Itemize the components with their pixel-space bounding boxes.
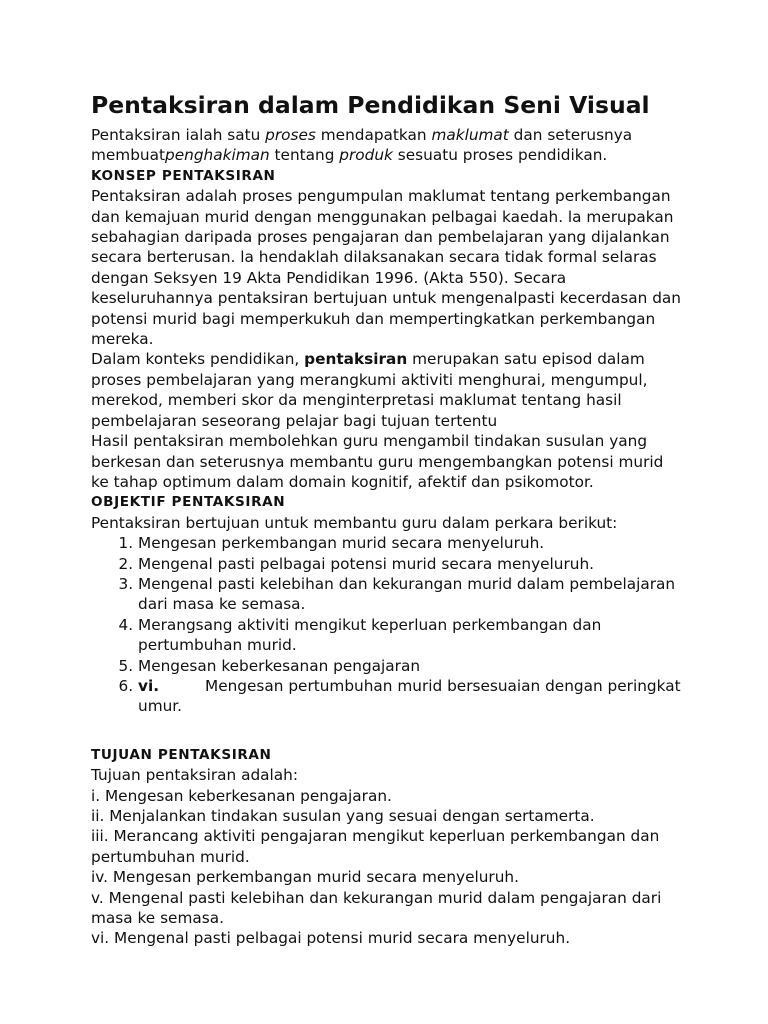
- intro-italic-penghakiman: penghakiman: [165, 146, 270, 165]
- list-item: 3. Mengenal pasti kelebihan dan kekurangan murid dalam pembelajaran dari masa ke semasa.: [138, 574, 691, 615]
- list-item: [138, 676, 691, 717]
- tujuan-item: iii. Merancang aktiviti pengajaran mengikut keperluan perkembangan dan pertumbuhan murid.: [91, 827, 660, 866]
- section-heading-objektif: OBJEKTIF PENTAKSIRAN: [91, 494, 286, 511]
- tujuan-item: v. Mengenal pasti kelebihan dan kekurangan murid dalam pengajaran dari masa ke semasa.: [91, 888, 662, 928]
- intro-italic-proses: proses: [265, 126, 316, 144]
- intro-text-2: mendapatkan: [315, 126, 432, 144]
- list-item: 4. Merangsang aktiviti mengikut keperluan perkembangan dan pertumbuhan murid.: [138, 615, 691, 656]
- document-body: [91, 90, 691, 949]
- konsep-para2-bold: pentaksiran: [304, 350, 408, 369]
- konsep-paragraph-3: Hasil pentaksiran membolehkan guru mengambil tindakan susulan yang berkesan dan seterusnya membantu guru mengembangkan potensi murid: [91, 432, 664, 471]
- intro-text-3: dan seterusnya membuat: [91, 126, 633, 165]
- tujuan-intro: Tujuan pentaksiran adalah:: [91, 766, 299, 785]
- list-item: 2. Mengenal pasti pelbagai potensi murid secara menyeluruh.: [138, 554, 691, 574]
- konsep-paragraph-2: [91, 349, 691, 431]
- tujuan-item: i. Mengesan keberkesanan pengajaran.: [91, 786, 392, 805]
- page-title: Pentaksiran dalam Pendidikan Seni Visual: [91, 91, 650, 119]
- intro-text-1: Pentaksiran ialah satu: [91, 126, 266, 144]
- tujuan-item: iv. Mengesan perkembangan murid secara menyeluruh.: [91, 868, 519, 887]
- intro-text-4: tentang: [269, 146, 340, 165]
- tujuan-item: vi. Mengenal pasti pelbagai potensi murid secara menyeluruh.: [91, 929, 571, 948]
- konsep-para2-pre: Dalam konteks pendidikan,: [91, 350, 305, 369]
- intro-text-5: sesuatu proses pendidikan.: [392, 146, 608, 165]
- list-item-roman: vi.: [138, 676, 160, 695]
- section-spacer: [91, 717, 691, 745]
- section-heading-tujuan: TUJUAN PENTAKSIRAN: [91, 746, 272, 763]
- konsep-para2-post: merupakan satu episod dalam proses pembelajaran yang merangkumi aktiviti menghurai, mengumpul, merekod, memberi skor da menginterpretasi maklumat tentang hasil pembelajaran seseorang pelajar bagi tujuan tertentu: [91, 350, 648, 430]
- section-heading-konsep: KONSEP PENTAKSIRAN: [91, 167, 276, 184]
- list-item-text: Mengesan pertumbuhan murid bersesuaian dengan peringkat umur.: [138, 676, 681, 716]
- list-item: 1. Mengesan perkembangan murid secara menyeluruh.: [138, 533, 691, 553]
- tujuan-item: ii. Menjalankan tindakan susulan yang sesuai dengan sertamerta.: [91, 807, 595, 825]
- konsep-paragraph-4: ke tahap optimum dalam domain kognitif, afektif dan psikomotor.: [91, 472, 594, 491]
- intro-italic-produk: produk: [339, 146, 393, 165]
- list-item: 5. Mengesan keberkesanan pengajaran: [138, 656, 691, 676]
- objektif-list: [91, 533, 691, 717]
- intro-italic-maklumat: maklumat: [431, 126, 509, 144]
- intro-paragraph: [91, 125, 691, 166]
- konsep-paragraph-1: Pentaksiran adalah proses pengumpulan maklumat tentang perkembangan dan kemajuan murid dengan menggunakan pelbagai kaedah. la merupakan sebahagian daripada proses pengajaran dan pembelajaran yang dijalankan secara berterusan. la hendaklah dilaksanakan secara tidak formal selaras dengan Seksyen 19 Akta Pendidikan 1996. (Akta 550). Secara keseluruhannya pentaksiran bertujuan untuk mengenalpasti kecerdasan dan potensi murid bagi memperkukuh dan mempertingkatkan perkembangan mereka.: [91, 187, 681, 349]
- objektif-intro: Pentaksiran bertujuan untuk membantu guru dalam perkara berikut:: [91, 513, 618, 532]
